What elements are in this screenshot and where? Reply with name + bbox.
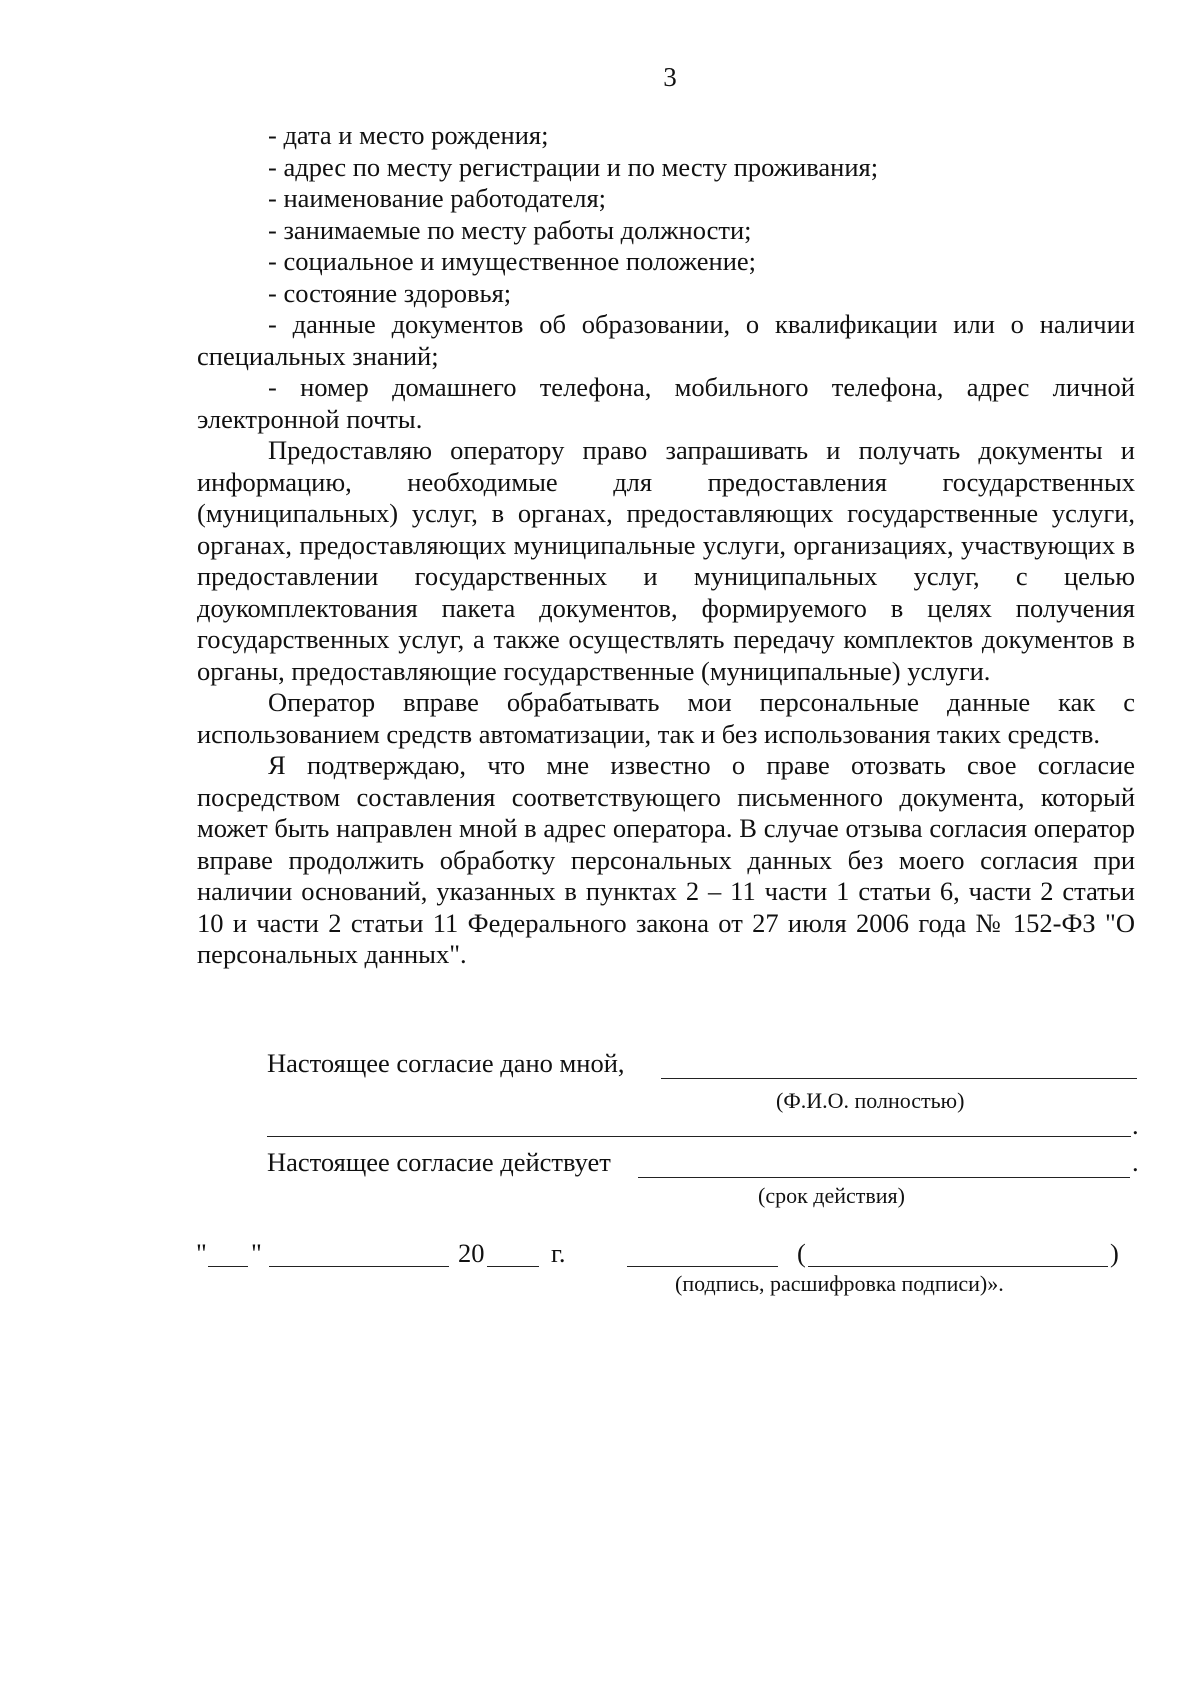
signature-line[interactable] [627, 1240, 778, 1267]
fio-line[interactable] [661, 1052, 1137, 1079]
signature-decode-line[interactable] [808, 1240, 1108, 1267]
paragraph-processing: Оператор вправе обрабатывать мои персональные данные как с использованием средств автоматизации, так и без использования таких средств. [197, 687, 1135, 749]
signature-caption: (подпись, расшифровка подписи)». [675, 1271, 1004, 1296]
list-item-education: - данные документов об образовании, о квалификации или о наличии специальных знаний; [197, 309, 1135, 371]
list-item: - состояние здоровья; [268, 277, 512, 308]
list-item: - занимаемые по месту работы должности; [268, 214, 752, 245]
list-item: - дата и место рождения; [268, 120, 549, 150]
date-open-quote: " [196, 1238, 207, 1268]
period-line[interactable] [638, 1151, 1130, 1178]
fio-continuation-line[interactable] [267, 1110, 1131, 1137]
fio-caption: (Ф.И.О. полностью) [776, 1088, 965, 1113]
consent-given-label: Настоящее согласие дано мной, [267, 1048, 625, 1078]
year-prefix: 20 [458, 1238, 485, 1268]
list-item: - социальное и имущественное положение; [268, 246, 756, 276]
date-close-quote: " [251, 1238, 262, 1268]
year-suffix: г. [551, 1238, 566, 1268]
paragraph-revocation: Я подтверждаю, что мне известно о праве отозвать свое согласие посредством составления соответствующего письменного документа, который может быть направлен мной в адрес оператора. В случае отзыва согласия оператор вправе продолжить обработку персональных данных без моего согласия при наличии оснований, указанных в пунктах 2 – 11 части 1 статьи 6, части 2 статьи 10 и части 2 статьи 11 Федерального закона от 27 июля 2006 года № 152-ФЗ "О персональных данных". [197, 750, 1135, 969]
day-line[interactable] [208, 1240, 248, 1267]
consent-period-label: Настоящее согласие действует [267, 1147, 611, 1177]
paren-close: ) [1110, 1238, 1119, 1268]
list-item-phone: - номер домашнего телефона, мобильного телефона, адрес личной электронной почты. [197, 372, 1135, 434]
document-body [197, 120, 1135, 971]
period-caption: (срок действия) [758, 1183, 905, 1208]
page-number: 3 [663, 62, 677, 92]
year-line[interactable] [487, 1240, 539, 1267]
period-dot: . [1132, 1147, 1139, 1177]
month-line[interactable] [269, 1240, 449, 1267]
paren-open: ( [797, 1238, 806, 1268]
paragraph-rights: Предоставляю оператору право запрашивать и получать документы и информацию, необходимые для предоставления государственных (муниципальных) услуг, в органах, предоставляющих государственные услуги, органах, предоставляющих муниципальные услуги, организациях, участвующих в предоставлении государственных и муниципальных услуг, с целью доукомплектования пакета документов, формируемого в целях получения государственных услуг, а также осуществлять передачу комплектов документов в органы, предоставляющие государственные (муниципальные) услуги. [197, 435, 1135, 686]
fio-dot: . [1132, 1110, 1139, 1140]
list-item: - адрес по месту регистрации и по месту проживания; [268, 151, 879, 182]
list-item: - наименование работодателя; [268, 183, 607, 213]
